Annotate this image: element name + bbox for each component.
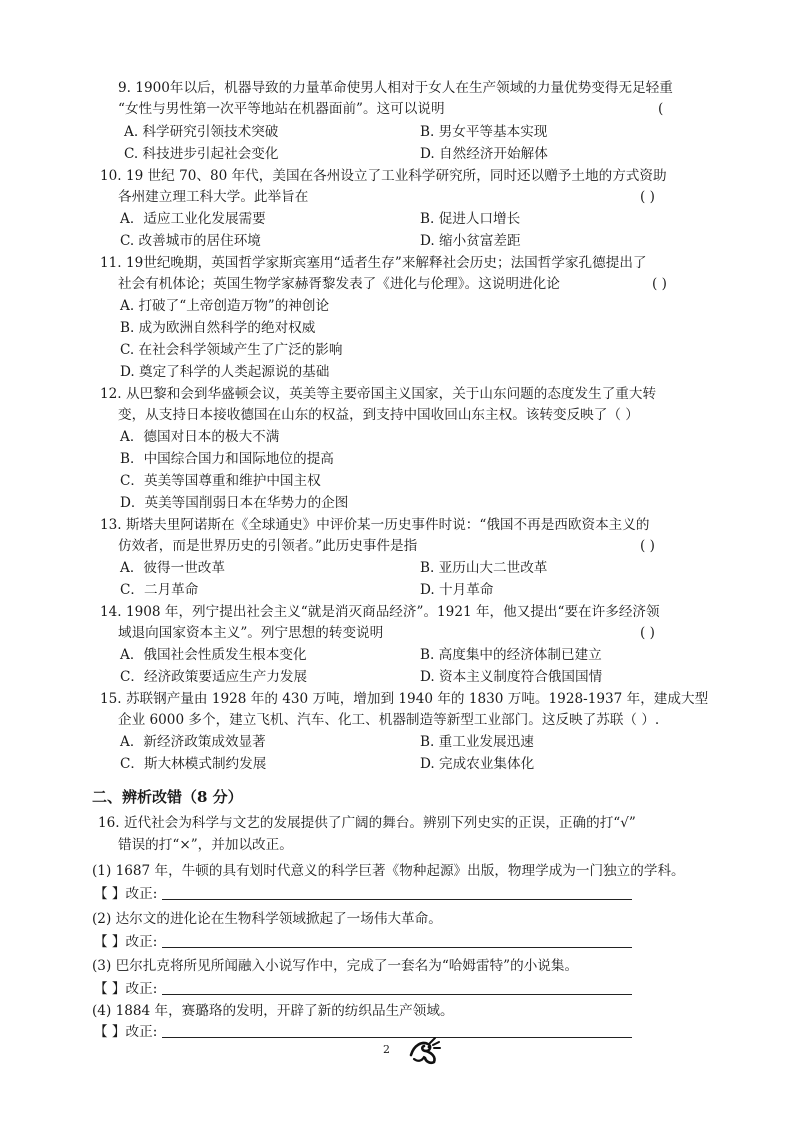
answer-label: 【 】改正: — [94, 981, 158, 997]
q13-option-a: A．彼得一世改革 — [120, 560, 225, 576]
q10-option-d: D. 缩小贫富差距 — [420, 233, 521, 249]
q14-stem-line2: 域退向国家资本主义”。列宁思想的转变说明 — [118, 625, 384, 641]
answer-label: 【 】改正: — [94, 1024, 158, 1040]
q15-option-c: C．斯大林模式制约发展 — [120, 756, 267, 772]
q10-stem-line1: 10. 19 世纪 70、80 年代，美国在各州设立了工业科学研究所，同时还以赠予土地的方式资助 — [100, 168, 667, 184]
answer-label: 【 】改正: — [94, 886, 158, 902]
q9-option-d: D. 自然经济开始解体 — [420, 146, 548, 162]
q15-option-b: B. 重工业发展迅速 — [420, 734, 534, 750]
q10-option-a: A．适应工业化发展需要 — [120, 211, 266, 227]
q12-option-c: C．英美等国尊重和维护中国主权 — [120, 473, 321, 489]
q14-answer-paren: ( ) — [640, 625, 655, 641]
q14-option-c: C．经济政策要适应生产力发展 — [120, 669, 308, 685]
q13-answer-paren: ( ) — [640, 538, 655, 554]
q10-option-b: B. 促进人口增长 — [420, 211, 521, 227]
q13-option-b: B. 亚历山大二世改革 — [420, 560, 548, 576]
q16-item-4: (4) 1884 年，赛璐珞的发明，开辟了新的纺织品生产领域。 — [92, 1003, 454, 1019]
answer-blank[interactable] — [162, 933, 632, 948]
q9-option-b: B. 男女平等基本实现 — [420, 124, 548, 140]
q10-option-c: C. 改善城市的居住环境 — [120, 233, 261, 249]
q9-answer-paren: ( — [658, 101, 664, 117]
q9-option-c: C. 科技进步引起社会变化 — [124, 146, 279, 162]
q10-answer-paren: ( ) — [640, 189, 655, 205]
q11-stem-line1: 11. 19世纪晚期，英国哲学家斯宾塞用“适者生存”来解释社会历史；法国哲学家孔德提出了 — [100, 255, 647, 271]
q16-stem-line2: 错误的打“×”，并加以改正。 — [118, 837, 293, 853]
q12-option-d: D．英美等国削弱日本在华势力的企图 — [120, 495, 349, 511]
q9-stem-line1: 9. 1900年以后，机器导致的力量革命使男人相对于女人在生产领域的力量优势变得无足轻重 — [118, 80, 673, 96]
q16-item-2: (2) 达尔文的进化论在生物科学领域掀起了一场伟大革命。 — [92, 911, 442, 927]
q12-option-a: A．德国对日本的极大不满 — [120, 429, 280, 445]
answer-blank[interactable] — [162, 980, 632, 995]
q16-answer-row-3 — [94, 979, 632, 999]
q12-stem-line2: 变，从支持日本接收德国在山东的权益，到支持中国收回山东主权。该转变反映了（ ） — [118, 407, 639, 423]
q13-stem-line1: 13. 斯塔夫里阿诺斯在《全球通史》中评价某一历史事件时说：“俄国不再是西欧资本主义的 — [100, 517, 650, 533]
q16-item-3: (3) 巴尔扎克将所见所闻融入小说写作中，完成了一套名为“哈姆雷特”的小说集。 — [92, 958, 579, 974]
page-number: 2 — [383, 1043, 390, 1056]
q11-option-b: B. 成为欧洲自然科学的绝对权威 — [120, 320, 316, 336]
q14-option-d: D. 资本主义制度符合俄国国情 — [420, 669, 603, 685]
dragon-logo-icon — [408, 1035, 442, 1065]
answer-label: 【 】改正: — [94, 934, 158, 950]
q10-stem-line2: 各州建立理工科大学。此举旨在 — [118, 189, 309, 205]
section-title: 二、辨析改错（8 分） — [92, 788, 243, 806]
q16-answer-row-2 — [94, 932, 632, 952]
q13-stem-line2: 仿效者，而是世界历史的引领者。”此历史事件是指 — [118, 538, 418, 554]
answer-blank[interactable] — [162, 1023, 632, 1038]
answer-blank[interactable] — [162, 885, 632, 900]
q12-option-b: B．中国综合国力和国际地位的提高 — [120, 451, 334, 467]
q13-option-c: C．二月革命 — [120, 582, 199, 598]
q11-option-c: C. 在社会科学领域产生了广泛的影响 — [120, 342, 343, 358]
q16-item-1: (1) 1687 年，牛顿的具有划时代意义的科学巨著《物种起源》出版，物理学成为一门独立的学科。 — [92, 863, 685, 879]
q14-stem-line1: 14. 1908 年，列宁提出社会主义“就是消灭商品经济”。1921 年，他又提出“要在许多经济领 — [100, 604, 660, 620]
q11-answer-paren: ( ) — [652, 276, 667, 292]
q11-option-d: D. 奠定了科学的人类起源说的基础 — [120, 364, 330, 380]
q9-stem-line2: “女性与男性第一次平等地站在机器面前”。这可以说明 — [118, 101, 445, 117]
q15-stem-line1: 15. 苏联钢产量由 1928 年的 430 万吨，增加到 1940 年的 1830 万吨。1928-1937 年，建成大型 — [100, 691, 709, 707]
q15-option-d: D. 完成农业集体化 — [420, 756, 535, 772]
q11-stem-line2: 社会有机体论；英国生物学家赫胥黎发表了《进化与伦理》。这说明进化论 — [118, 276, 560, 292]
q15-stem-line2: 企业 6000 多个，建立飞机、汽车、化工、机器制造等新型工业部门。这反映了苏联（ ）. — [118, 712, 660, 728]
q14-option-a: A．俄国社会性质发生根本变化 — [120, 647, 307, 663]
q16-answer-row-4 — [94, 1022, 632, 1042]
q12-stem-line1: 12. 从巴黎和会到华盛顿会议，英美等主要帝国主义国家，关于山东问题的态度发生了重大转 — [100, 386, 657, 402]
q9-option-a: A. 科学研究引领技术突破 — [124, 124, 279, 140]
q16-stem-line1: 16. 近代社会为科学与文艺的发展提供了广阔的舞台。辨别下列史实的正误，正确的打“√” — [98, 815, 636, 831]
q15-option-a: A．新经济政策成效显著 — [120, 734, 266, 750]
q11-option-a: A. 打破了“上帝创造万物”的神创论 — [120, 298, 330, 314]
q13-option-d: D. 十月革命 — [420, 582, 494, 598]
q16-answer-row-1 — [94, 884, 632, 904]
q14-option-b: B. 高度集中的经济体制已建立 — [420, 647, 602, 663]
